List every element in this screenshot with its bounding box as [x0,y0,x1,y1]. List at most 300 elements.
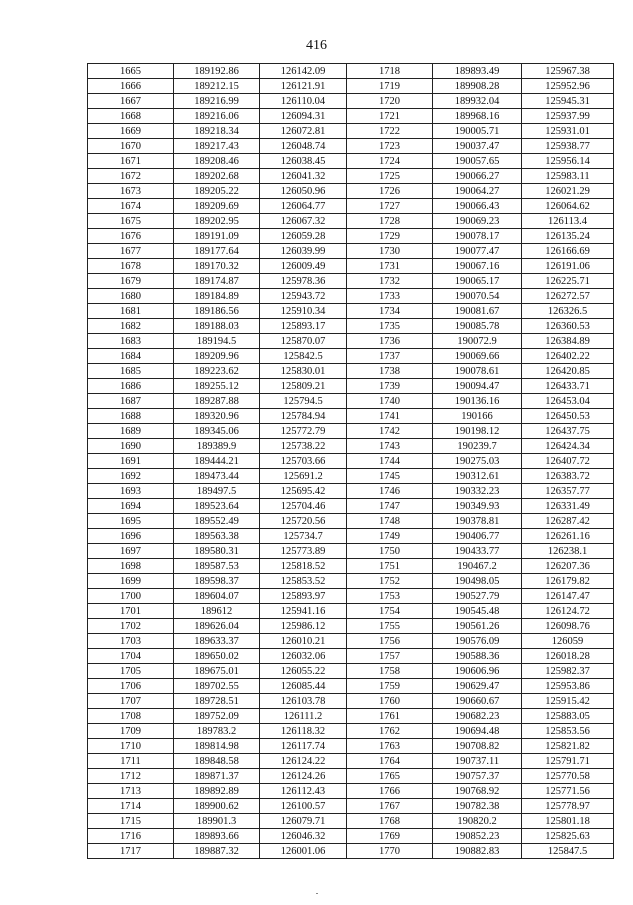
y-coordinate-left-cell: 125818.52 [260,559,347,574]
table-row [88,394,614,409]
point-number-right-cell: 1728 [347,214,433,229]
x-coordinate-left-cell: 189497.5 [174,484,260,499]
x-coordinate-right-cell: 189932.04 [433,94,522,109]
y-coordinate-right-cell: 126225.71 [522,274,614,289]
point-number-right-cell: 1722 [347,124,433,139]
x-coordinate-right-cell: 190077.47 [433,244,522,259]
y-coordinate-left-cell: 126100.57 [260,799,347,814]
point-number-left-cell: 1680 [88,289,174,304]
x-coordinate-left-cell: 189202.95 [174,214,260,229]
y-coordinate-right-cell: 125982.37 [522,664,614,679]
point-number-right-cell: 1749 [347,529,433,544]
y-coordinate-left-cell: 126041.32 [260,169,347,184]
x-coordinate-right-cell: 190588.36 [433,649,522,664]
table-row [88,529,614,544]
x-coordinate-right-cell: 189968.16 [433,109,522,124]
point-number-left-cell: 1671 [88,154,174,169]
x-coordinate-left-cell: 189209.69 [174,199,260,214]
y-coordinate-right-cell: 125938.77 [522,139,614,154]
x-coordinate-left-cell: 189444.21 [174,454,260,469]
point-number-right-cell: 1756 [347,634,433,649]
y-coordinate-left-cell: 126124.26 [260,769,347,784]
point-number-left-cell: 1716 [88,829,174,844]
y-coordinate-right-cell: 125956.14 [522,154,614,169]
table-row [88,439,614,454]
table-row [88,379,614,394]
y-coordinate-right-cell: 126437.75 [522,424,614,439]
y-coordinate-left-cell: 125738.22 [260,439,347,454]
table-row [88,244,614,259]
table-row [88,94,614,109]
y-coordinate-right-cell: 125915.42 [522,694,614,709]
y-coordinate-right-cell: 126207.36 [522,559,614,574]
y-coordinate-right-cell: 126420.85 [522,364,614,379]
x-coordinate-right-cell: 190349.93 [433,499,522,514]
x-coordinate-right-cell: 190081.67 [433,304,522,319]
table-row [88,634,614,649]
table-row [88,664,614,679]
point-number-right-cell: 1729 [347,229,433,244]
x-coordinate-left-cell: 189389.9 [174,439,260,454]
y-coordinate-left-cell: 126103.78 [260,694,347,709]
y-coordinate-left-cell: 126001.06 [260,844,347,859]
x-coordinate-left-cell: 189848.58 [174,754,260,769]
y-coordinate-right-cell: 126098.76 [522,619,614,634]
point-number-left-cell: 1678 [88,259,174,274]
x-coordinate-right-cell: 190085.78 [433,319,522,334]
x-coordinate-left-cell: 189217.43 [174,139,260,154]
x-coordinate-right-cell: 190498.05 [433,574,522,589]
point-number-right-cell: 1761 [347,709,433,724]
table-row [88,169,614,184]
y-coordinate-right-cell: 125967.38 [522,64,614,79]
point-number-right-cell: 1765 [347,769,433,784]
y-coordinate-right-cell: 126238.1 [522,544,614,559]
table-row [88,424,614,439]
x-coordinate-left-cell: 189650.02 [174,649,260,664]
point-number-right-cell: 1757 [347,649,433,664]
point-number-right-cell: 1753 [347,589,433,604]
point-number-right-cell: 1719 [347,79,433,94]
point-number-left-cell: 1679 [88,274,174,289]
point-number-right-cell: 1736 [347,334,433,349]
x-coordinate-left-cell: 189205.22 [174,184,260,199]
y-coordinate-right-cell: 125778.97 [522,799,614,814]
x-coordinate-right-cell: 190069.66 [433,349,522,364]
table-row [88,649,614,664]
y-coordinate-left-cell: 126055.22 [260,664,347,679]
point-number-left-cell: 1681 [88,304,174,319]
y-coordinate-left-cell: 126079.71 [260,814,347,829]
x-coordinate-left-cell: 189188.03 [174,319,260,334]
y-coordinate-right-cell: 126383.72 [522,469,614,484]
y-coordinate-right-cell: 126384.89 [522,334,614,349]
y-coordinate-right-cell: 126018.28 [522,649,614,664]
table-row [88,154,614,169]
y-coordinate-right-cell: 126424.34 [522,439,614,454]
y-coordinate-left-cell: 126118.32 [260,724,347,739]
point-number-left-cell: 1694 [88,499,174,514]
point-number-right-cell: 1754 [347,604,433,619]
y-coordinate-left-cell: 125893.97 [260,589,347,604]
y-coordinate-right-cell: 126124.72 [522,604,614,619]
point-number-left-cell: 1703 [88,634,174,649]
y-coordinate-left-cell: 126121.91 [260,79,347,94]
x-coordinate-left-cell: 189170.32 [174,259,260,274]
x-coordinate-left-cell: 189598.37 [174,574,260,589]
point-number-right-cell: 1734 [347,304,433,319]
x-coordinate-left-cell: 189174.87 [174,274,260,289]
point-number-right-cell: 1746 [347,484,433,499]
y-coordinate-left-cell: 125910.34 [260,304,347,319]
point-number-right-cell: 1738 [347,364,433,379]
table-row [88,229,614,244]
point-number-left-cell: 1715 [88,814,174,829]
y-coordinate-left-cell: 125978.36 [260,274,347,289]
point-number-left-cell: 1683 [88,334,174,349]
table-row [88,364,614,379]
table-row [88,139,614,154]
x-coordinate-left-cell: 189901.3 [174,814,260,829]
y-coordinate-left-cell: 125703.66 [260,454,347,469]
y-coordinate-left-cell: 125720.56 [260,514,347,529]
x-coordinate-right-cell: 190694.48 [433,724,522,739]
x-coordinate-right-cell: 190757.37 [433,769,522,784]
point-number-left-cell: 1688 [88,409,174,424]
point-number-right-cell: 1763 [347,739,433,754]
y-coordinate-right-cell: 125983.11 [522,169,614,184]
point-number-right-cell: 1735 [347,319,433,334]
table-row [88,739,614,754]
x-coordinate-left-cell: 189893.66 [174,829,260,844]
point-number-left-cell: 1684 [88,349,174,364]
y-coordinate-left-cell: 126039.99 [260,244,347,259]
x-coordinate-left-cell: 189320.96 [174,409,260,424]
y-coordinate-left-cell: 126110.04 [260,94,347,109]
x-coordinate-left-cell: 189580.31 [174,544,260,559]
page-number: 416 [306,38,327,53]
table-row [88,694,614,709]
y-coordinate-left-cell: 125941.16 [260,604,347,619]
point-number-right-cell: 1758 [347,664,433,679]
point-number-left-cell: 1708 [88,709,174,724]
y-coordinate-left-cell: 125842.5 [260,349,347,364]
point-number-left-cell: 1697 [88,544,174,559]
point-number-right-cell: 1720 [347,94,433,109]
x-coordinate-left-cell: 189194.5 [174,334,260,349]
point-number-right-cell: 1741 [347,409,433,424]
y-coordinate-left-cell: 125695.42 [260,484,347,499]
x-coordinate-left-cell: 189345.06 [174,424,260,439]
table-row [88,289,614,304]
point-number-left-cell: 1693 [88,484,174,499]
table-row [88,754,614,769]
x-coordinate-left-cell: 189604.07 [174,589,260,604]
table-row [88,619,614,634]
x-coordinate-left-cell: 189255.12 [174,379,260,394]
point-number-right-cell: 1766 [347,784,433,799]
x-coordinate-right-cell: 190094.47 [433,379,522,394]
point-number-right-cell: 1762 [347,724,433,739]
y-coordinate-right-cell: 126326.5 [522,304,614,319]
table-row [88,784,614,799]
table-row [88,319,614,334]
point-number-left-cell: 1712 [88,769,174,784]
x-coordinate-right-cell: 190433.77 [433,544,522,559]
y-coordinate-left-cell: 125830.01 [260,364,347,379]
point-number-right-cell: 1731 [347,259,433,274]
y-coordinate-left-cell: 126142.09 [260,64,347,79]
x-coordinate-left-cell: 189523.64 [174,499,260,514]
x-coordinate-left-cell: 189633.37 [174,634,260,649]
point-number-right-cell: 1748 [347,514,433,529]
point-number-right-cell: 1759 [347,679,433,694]
x-coordinate-left-cell: 189871.37 [174,769,260,784]
y-coordinate-left-cell: 126072.81 [260,124,347,139]
y-coordinate-left-cell: 126050.96 [260,184,347,199]
x-coordinate-left-cell: 189626.04 [174,619,260,634]
table-row [88,559,614,574]
point-number-left-cell: 1666 [88,79,174,94]
point-number-right-cell: 1764 [347,754,433,769]
x-coordinate-right-cell: 190527.79 [433,589,522,604]
x-coordinate-left-cell: 189202.68 [174,169,260,184]
point-number-left-cell: 1695 [88,514,174,529]
y-coordinate-right-cell: 126287.42 [522,514,614,529]
x-coordinate-right-cell: 190067.16 [433,259,522,274]
y-coordinate-left-cell: 125734.7 [260,529,347,544]
table-row [88,409,614,424]
x-coordinate-right-cell: 190708.82 [433,739,522,754]
y-coordinate-left-cell: 126009.49 [260,259,347,274]
x-coordinate-left-cell: 189814.98 [174,739,260,754]
point-number-right-cell: 1724 [347,154,433,169]
y-coordinate-right-cell: 125771.56 [522,784,614,799]
x-coordinate-left-cell: 189177.64 [174,244,260,259]
point-number-right-cell: 1769 [347,829,433,844]
x-coordinate-right-cell: 190576.09 [433,634,522,649]
x-coordinate-left-cell: 189223.62 [174,364,260,379]
point-number-left-cell: 1696 [88,529,174,544]
x-coordinate-right-cell: 190312.61 [433,469,522,484]
point-number-left-cell: 1685 [88,364,174,379]
y-coordinate-right-cell: 126402.22 [522,349,614,364]
point-number-left-cell: 1713 [88,784,174,799]
point-number-right-cell: 1733 [347,289,433,304]
x-coordinate-right-cell: 190606.96 [433,664,522,679]
point-number-left-cell: 1669 [88,124,174,139]
point-number-left-cell: 1701 [88,604,174,619]
table-row [88,604,614,619]
point-number-left-cell: 1707 [88,694,174,709]
table-row [88,709,614,724]
x-coordinate-left-cell: 189473.44 [174,469,260,484]
table-row [88,574,614,589]
point-number-right-cell: 1732 [347,274,433,289]
y-coordinate-right-cell: 126261.16 [522,529,614,544]
x-coordinate-left-cell: 189587.53 [174,559,260,574]
table-row [88,199,614,214]
point-number-left-cell: 1709 [88,724,174,739]
x-coordinate-left-cell: 189887.32 [174,844,260,859]
x-coordinate-right-cell: 190820.2 [433,814,522,829]
y-coordinate-left-cell: 126038.45 [260,154,347,169]
y-coordinate-left-cell: 125772.79 [260,424,347,439]
y-coordinate-right-cell: 126179.82 [522,574,614,589]
table-row [88,829,614,844]
point-number-left-cell: 1706 [88,679,174,694]
x-coordinate-right-cell: 190768.92 [433,784,522,799]
table-row [88,844,614,859]
point-number-right-cell: 1768 [347,814,433,829]
y-coordinate-right-cell: 125791.71 [522,754,614,769]
y-coordinate-right-cell: 126272.57 [522,289,614,304]
point-number-left-cell: 1691 [88,454,174,469]
point-number-left-cell: 1665 [88,64,174,79]
table-row [88,124,614,139]
x-coordinate-right-cell: 190166 [433,409,522,424]
table-row [88,724,614,739]
x-coordinate-left-cell: 189216.06 [174,109,260,124]
y-coordinate-right-cell: 126453.04 [522,394,614,409]
table-row [88,589,614,604]
y-coordinate-left-cell: 125773.89 [260,544,347,559]
x-coordinate-left-cell: 189728.51 [174,694,260,709]
point-number-left-cell: 1704 [88,649,174,664]
y-coordinate-left-cell: 125704.46 [260,499,347,514]
point-number-left-cell: 1705 [88,664,174,679]
x-coordinate-left-cell: 189209.96 [174,349,260,364]
table-row [88,259,614,274]
point-number-left-cell: 1676 [88,229,174,244]
x-coordinate-left-cell: 189752.09 [174,709,260,724]
x-coordinate-left-cell: 189184.89 [174,289,260,304]
x-coordinate-right-cell: 190064.27 [433,184,522,199]
coordinates-table [87,63,614,859]
table-row [88,769,614,784]
x-coordinate-right-cell: 190852.23 [433,829,522,844]
x-coordinate-right-cell: 190069.23 [433,214,522,229]
point-number-left-cell: 1711 [88,754,174,769]
table-row [88,64,614,79]
point-number-left-cell: 1674 [88,199,174,214]
x-coordinate-right-cell: 190136.16 [433,394,522,409]
x-coordinate-left-cell: 189216.99 [174,94,260,109]
point-number-right-cell: 1721 [347,109,433,124]
table-row [88,484,614,499]
point-number-left-cell: 1717 [88,844,174,859]
x-coordinate-left-cell: 189675.01 [174,664,260,679]
point-number-right-cell: 1740 [347,394,433,409]
point-number-right-cell: 1718 [347,64,433,79]
x-coordinate-right-cell: 190660.67 [433,694,522,709]
x-coordinate-right-cell: 190037.47 [433,139,522,154]
x-coordinate-right-cell: 190198.12 [433,424,522,439]
y-coordinate-right-cell: 126147.47 [522,589,614,604]
y-coordinate-right-cell: 125953.86 [522,679,614,694]
y-coordinate-left-cell: 125943.72 [260,289,347,304]
point-number-left-cell: 1677 [88,244,174,259]
y-coordinate-right-cell: 126407.72 [522,454,614,469]
coordinates-table-body [88,64,614,859]
point-number-left-cell: 1668 [88,109,174,124]
point-number-right-cell: 1767 [347,799,433,814]
y-coordinate-right-cell: 126360.53 [522,319,614,334]
y-coordinate-left-cell: 125870.07 [260,334,347,349]
x-coordinate-left-cell: 189612 [174,604,260,619]
x-coordinate-right-cell: 190629.47 [433,679,522,694]
y-coordinate-right-cell: 126331.49 [522,499,614,514]
x-coordinate-right-cell: 190065.17 [433,274,522,289]
x-coordinate-right-cell: 190072.9 [433,334,522,349]
point-number-right-cell: 1751 [347,559,433,574]
point-number-left-cell: 1667 [88,94,174,109]
y-coordinate-right-cell: 125937.99 [522,109,614,124]
table-row [88,814,614,829]
footer-mark [316,893,318,894]
point-number-right-cell: 1739 [347,379,433,394]
y-coordinate-right-cell: 125952.96 [522,79,614,94]
x-coordinate-right-cell: 189893.49 [433,64,522,79]
y-coordinate-right-cell: 126357.77 [522,484,614,499]
x-coordinate-left-cell: 189192.86 [174,64,260,79]
x-coordinate-right-cell: 190682.23 [433,709,522,724]
table-row [88,469,614,484]
y-coordinate-right-cell: 125945.31 [522,94,614,109]
y-coordinate-right-cell: 125770.58 [522,769,614,784]
x-coordinate-right-cell: 190378.81 [433,514,522,529]
point-number-right-cell: 1726 [347,184,433,199]
y-coordinate-right-cell: 126135.24 [522,229,614,244]
table-row [88,274,614,289]
point-number-right-cell: 1770 [347,844,433,859]
point-number-left-cell: 1699 [88,574,174,589]
point-number-left-cell: 1690 [88,439,174,454]
y-coordinate-right-cell: 126021.29 [522,184,614,199]
point-number-right-cell: 1744 [347,454,433,469]
y-coordinate-left-cell: 126010.21 [260,634,347,649]
y-coordinate-left-cell: 126111.2 [260,709,347,724]
point-number-left-cell: 1686 [88,379,174,394]
y-coordinate-left-cell: 125853.52 [260,574,347,589]
point-number-right-cell: 1737 [347,349,433,364]
table-row [88,304,614,319]
table-row [88,514,614,529]
y-coordinate-right-cell: 125883.05 [522,709,614,724]
x-coordinate-left-cell: 189783.2 [174,724,260,739]
point-number-left-cell: 1672 [88,169,174,184]
x-coordinate-left-cell: 189552.49 [174,514,260,529]
table-row [88,454,614,469]
x-coordinate-right-cell: 190066.27 [433,169,522,184]
y-coordinate-right-cell: 126064.62 [522,199,614,214]
point-number-left-cell: 1698 [88,559,174,574]
x-coordinate-left-cell: 189186.56 [174,304,260,319]
point-number-left-cell: 1673 [88,184,174,199]
y-coordinate-left-cell: 126046.32 [260,829,347,844]
y-coordinate-left-cell: 126032.06 [260,649,347,664]
y-coordinate-right-cell: 125825.63 [522,829,614,844]
table-row [88,544,614,559]
x-coordinate-left-cell: 189191.09 [174,229,260,244]
x-coordinate-left-cell: 189287.88 [174,394,260,409]
point-number-left-cell: 1702 [88,619,174,634]
x-coordinate-left-cell: 189900.62 [174,799,260,814]
point-number-right-cell: 1727 [347,199,433,214]
table-row [88,679,614,694]
y-coordinate-right-cell: 125847.5 [522,844,614,859]
point-number-left-cell: 1700 [88,589,174,604]
